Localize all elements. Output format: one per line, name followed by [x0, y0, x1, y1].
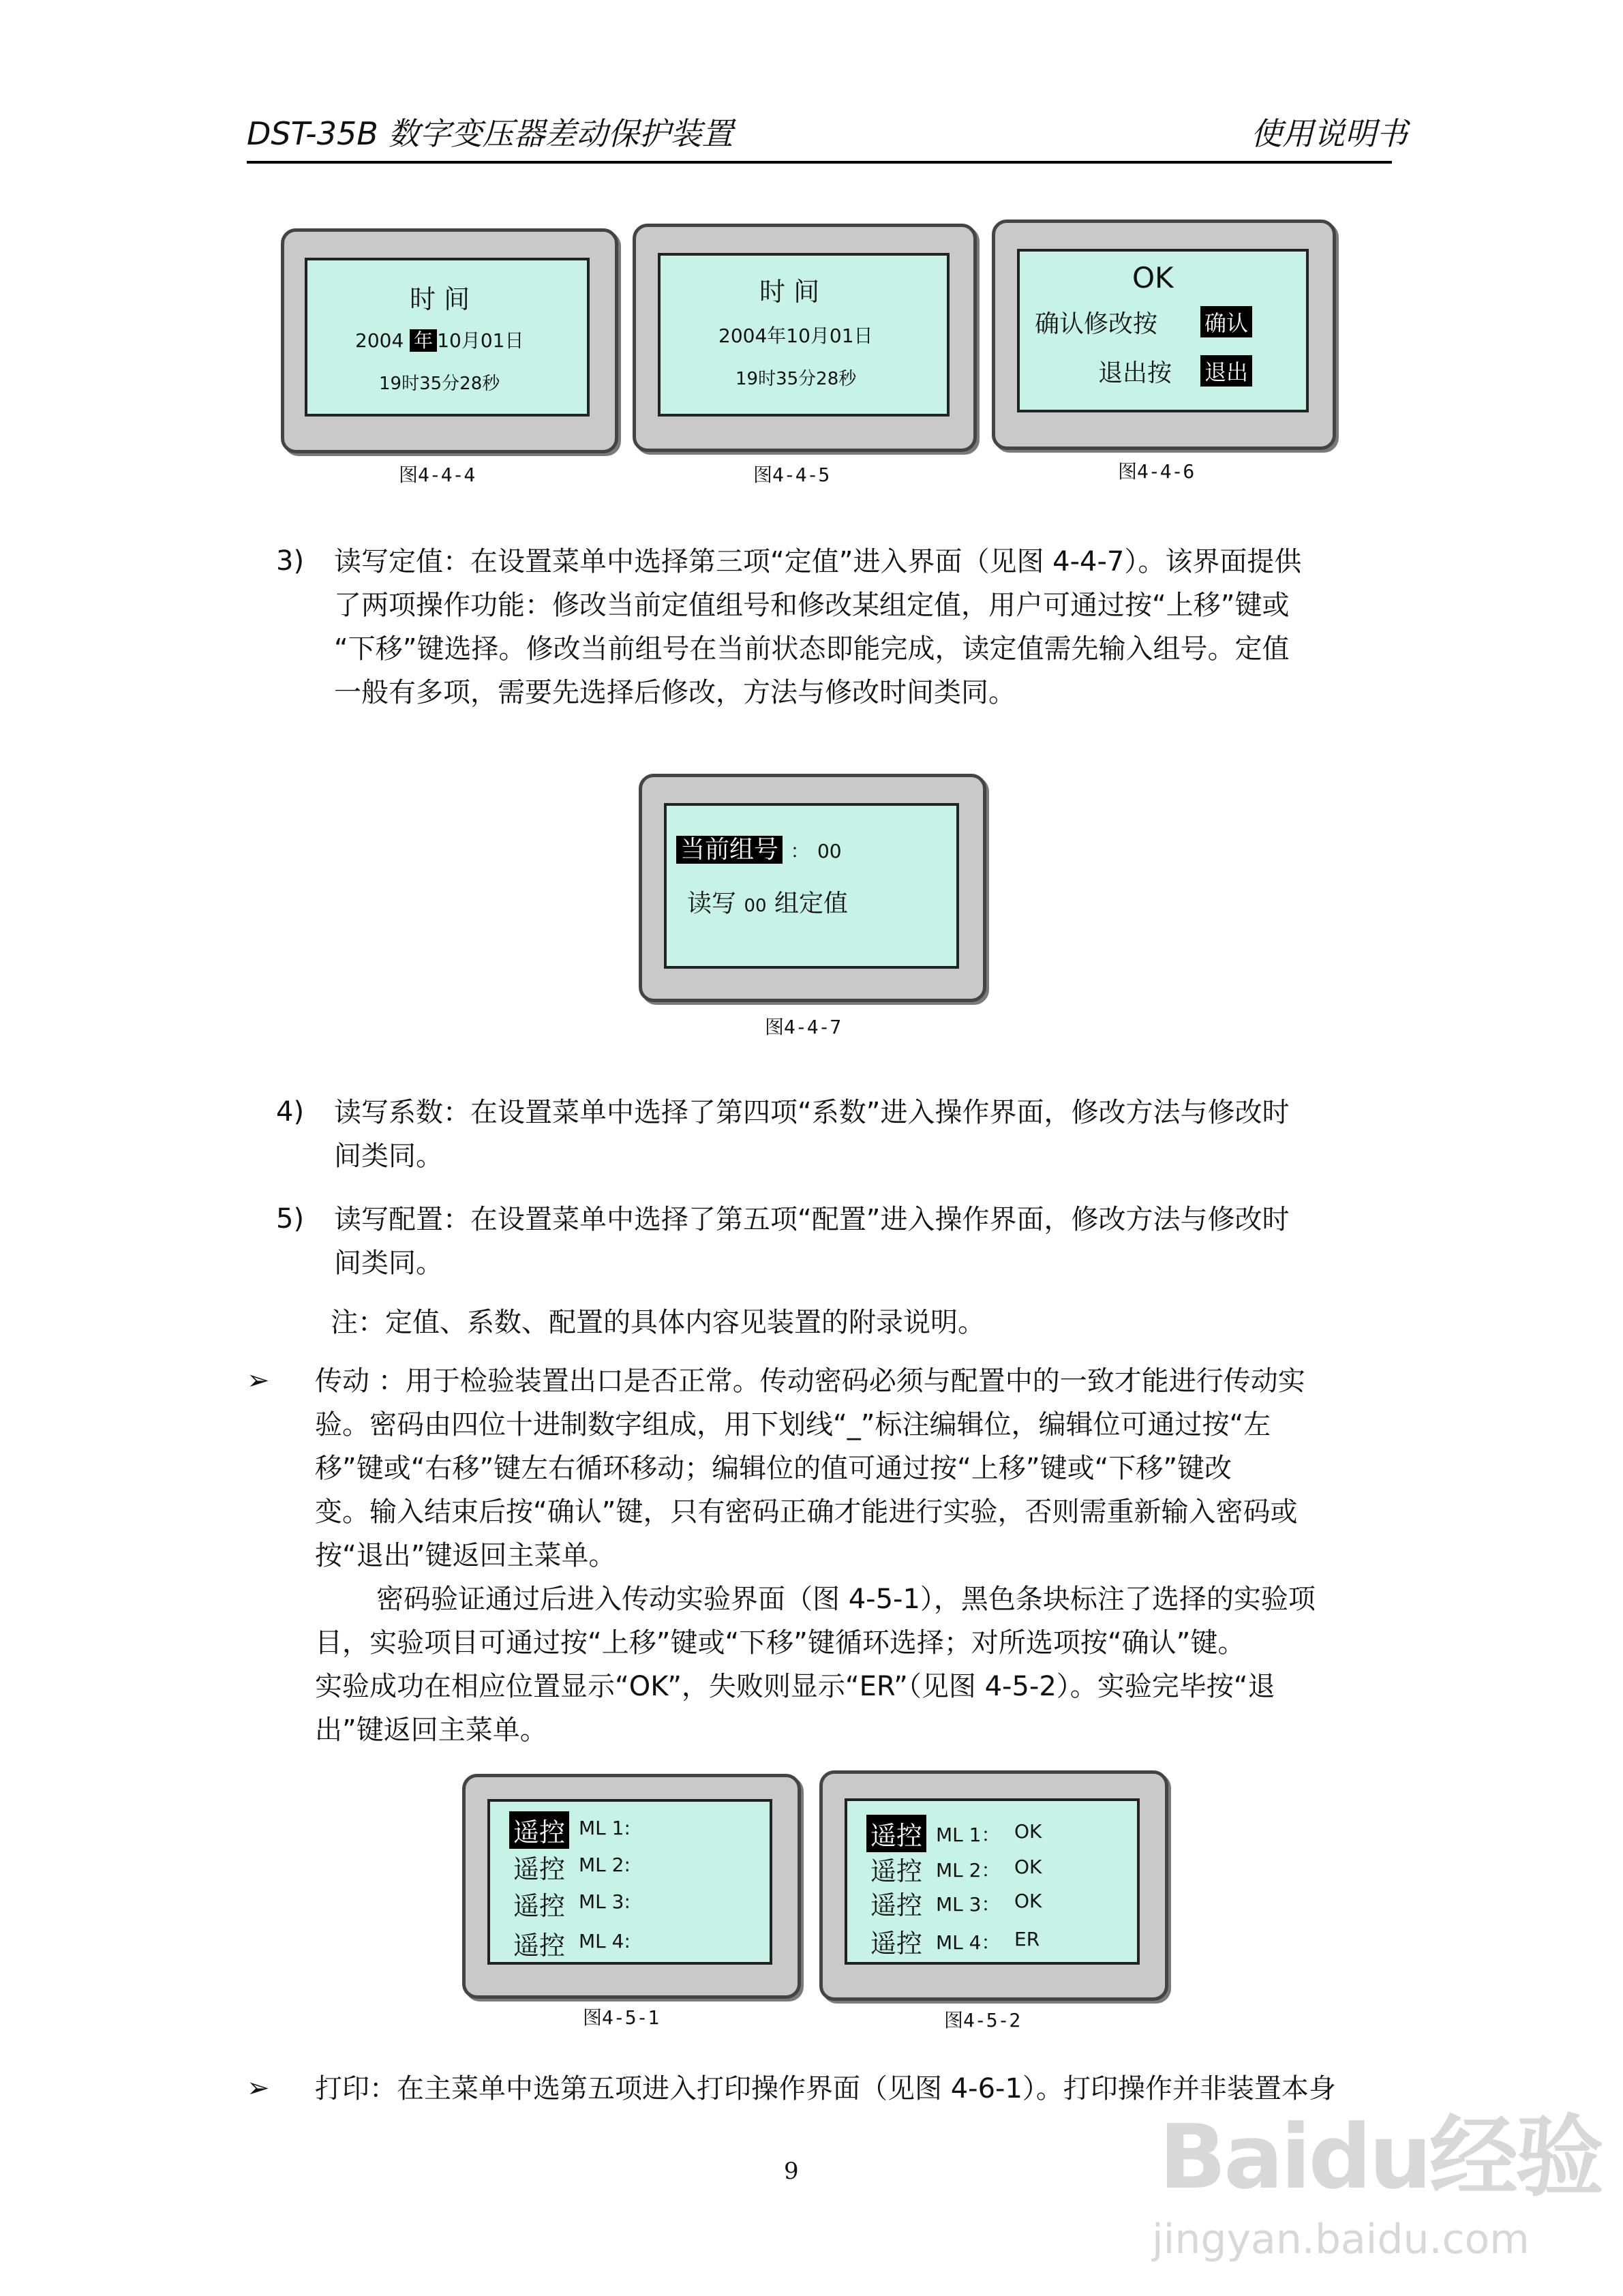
item-3-line: “下移”键选择。修改当前组号在当前状态即能完成，读定值需先输入组号。定值 [334, 633, 1290, 665]
baidu-watermark-logo: Baidu经验 [1159, 2105, 1601, 2209]
row-label: 遥控 [870, 1929, 923, 1959]
row-label: 遥控 [513, 1931, 566, 1961]
chuandong-line: 按“退出”键返回主菜单。 [315, 1540, 616, 1571]
confirm-button-label: 确认 [1200, 306, 1252, 337]
lcd-fig-4-4-6 [992, 220, 1336, 450]
item-5-line: 间类同。 [334, 1248, 443, 1279]
row-label: 遥控 [513, 1891, 566, 1921]
row-label-selected: 遥控 [866, 1815, 926, 1852]
lcd-screen [487, 1799, 772, 1965]
group-line [676, 830, 842, 865]
row-label: 遥控 [870, 1890, 923, 1920]
exit-button-label: 退出 [1200, 355, 1252, 387]
item-3-line: 一般有多项，需要先选择后修改，方法与修改时间类同。 [334, 677, 1016, 708]
time-title: 时 间 [410, 284, 470, 314]
chuandong-line: 实验成功在相应位置显示“OK”，失败则显示“ER”（见图 4-5-2）。实验完毕按“退 [315, 1671, 1275, 1702]
confirm-label: 确认修改按 [1035, 310, 1158, 338]
year-cursor: 年 [410, 329, 437, 352]
lcd-fig-4-4-4 [281, 228, 618, 453]
rw-group-value: 00 [744, 896, 767, 916]
time-line: 19时35分28秒 [379, 374, 500, 394]
page-number: 9 [784, 2158, 799, 2185]
item-3-line: 了两项操作功能：修改当前定值组号和修改某组定值，用户可通过按“上移”键或 [334, 590, 1290, 621]
row-code: ML 2： [936, 1859, 1001, 1882]
baidu-watermark-url: jingyan.baidu.com [1152, 2216, 1530, 2263]
caption-fig-4-4-7: 图4-4-7 [765, 1016, 842, 1038]
row-code: ML 3： [936, 1893, 1001, 1916]
chuandong-line: 移”键或“右移”键左右循环移动；编辑位的值可通过按“上移”键或“下移”键改 [315, 1453, 1232, 1484]
row-result: ER [1014, 1928, 1040, 1950]
chuandong-line: 验。密码由四位十进制数字组成，用下划线“_”标注编辑位，编辑位可通过按“左 [315, 1409, 1271, 1440]
exit-label: 退出按 [1098, 359, 1172, 387]
year-value: 2004 [355, 329, 404, 352]
item-3-number: 3) [276, 545, 305, 577]
chuandong-line: 密码验证通过后进入传动实验界面（图 4-5-1），黑色条块标注了选择的实验项 [376, 1584, 1316, 1615]
row-code: ML 1： [936, 1824, 1001, 1846]
date-rest: 10月01日 [437, 329, 524, 352]
row-code: ML 2: [579, 1854, 631, 1876]
doc-header-right: 使用说明书 [1251, 115, 1408, 152]
lcd-fig-4-4-7 [639, 774, 986, 1002]
caption-fig-4-4-5: 图4-4-5 [753, 464, 830, 486]
row-code: ML 4： [936, 1931, 1001, 1954]
date-line [355, 326, 524, 353]
lcd-fig-4-5-1 [462, 1774, 801, 1999]
lcd-screen [1017, 249, 1309, 412]
bullet-icon: ➢ [247, 2072, 270, 2104]
lcd-screen [658, 253, 950, 417]
caption-fig-4-5-1: 图4-5-1 [583, 2006, 660, 2029]
caption-fig-4-5-2: 图4-5-2 [944, 2009, 1021, 2031]
lcd-screen [664, 803, 959, 969]
header-rule [247, 161, 1392, 164]
item-4-line: 间类同。 [334, 1141, 443, 1172]
time-line: 19时35分28秒 [735, 369, 857, 389]
lcd-screen [845, 1798, 1140, 1965]
current-group-label: 当前组号 [676, 836, 783, 864]
row-label: 遥控 [513, 1854, 566, 1884]
lcd-fig-4-5-2 [819, 1770, 1168, 2001]
chuandong-line: 出”键返回主菜单。 [315, 1715, 547, 1746]
row-code: ML 4: [579, 1930, 631, 1952]
date-line: 2004年10月01日 [718, 324, 873, 347]
row-code: ML 3: [579, 1890, 631, 1913]
row-result: OK [1014, 1820, 1042, 1843]
item-5-number: 5) [276, 1203, 305, 1235]
caption-fig-4-4-6: 图4-4-6 [1118, 460, 1195, 483]
rw-suffix: 组定值 [774, 890, 849, 918]
item-4-line: 读写系数：在设置菜单中选择了第四项“系数”进入操作界面，修改方法与修改时 [334, 1097, 1290, 1128]
chuandong-line: 变。输入结束后按“确认”键，只有密码正确才能进行实验，否则需重新输入密码或 [315, 1496, 1298, 1528]
chuandong-line: 目，实验项目可通过按“上移”键或“下移”键循环选择；对所选项按“确认”键。 [315, 1627, 1245, 1659]
ok-text: OK [1132, 261, 1174, 294]
item-5-line: 读写配置：在设置菜单中选择了第五项“配置”进入操作界面，修改方法与修改时 [334, 1204, 1290, 1235]
caption-fig-4-4-4: 图4-4-4 [399, 464, 476, 486]
row-label: 遥控 [870, 1856, 923, 1886]
row-result: OK [1014, 1890, 1042, 1912]
row-label-selected: 遥控 [509, 1811, 569, 1849]
row-code: ML 1: [579, 1817, 631, 1839]
rw-line [687, 884, 848, 919]
lcd-screen [305, 258, 590, 417]
print-line: 打印：在主菜单中选第五项进入打印操作界面（见图 4-6-1）。打印操作并非装置本身 [315, 2073, 1336, 2104]
item-3-line: 读写定值：在设置菜单中选择第三项“定值”进入界面（见图 4-4-7）。该界面提供 [334, 546, 1302, 577]
item-4-number: 4) [276, 1096, 305, 1128]
row-result: OK [1014, 1856, 1042, 1878]
current-group-value: 00 [817, 840, 842, 862]
rw-label: 读写 [687, 890, 737, 918]
lcd-fig-4-4-5 [633, 224, 977, 452]
bullet-icon: ➢ [247, 1365, 270, 1396]
chuandong-line: 传动 ：用于检验装置出口是否正常。传动密码必须与配置中的一致才能进行传动实 [315, 1365, 1305, 1397]
time-title: 时 间 [759, 277, 820, 307]
group-separator: ： [790, 840, 810, 862]
note: 注：定值、系数、配置的具体内容见装置的附录说明。 [331, 1307, 985, 1338]
doc-header-title: DST-35B 数字变压器差动保护装置 [247, 115, 733, 152]
